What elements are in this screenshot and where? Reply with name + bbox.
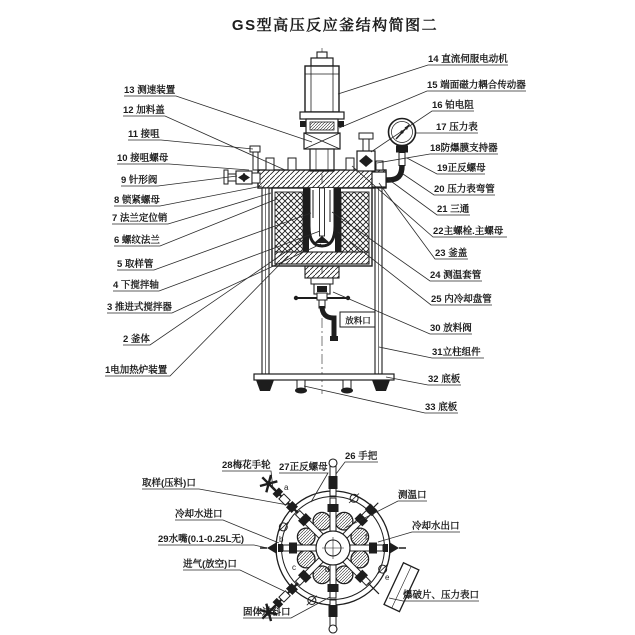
- label-31-column-assembly: 31立柱组件: [432, 347, 481, 358]
- label-26-handle: 26 手把: [345, 451, 378, 462]
- label-20-gauge-bend: 20 压力表弯管: [434, 184, 495, 195]
- labels-right: [425, 53, 526, 413]
- label-rupture-gauge-port: 爆破片、压力表口: [403, 590, 480, 601]
- point-letter-c: c: [292, 563, 296, 572]
- leader-line: [117, 164, 249, 170]
- label-33-base-plate: 33 底板: [425, 402, 458, 413]
- label-18-burst-holder: 18防爆膜支持器: [430, 143, 498, 154]
- page-title: GS型高压反应釜结构简图二: [231, 17, 439, 34]
- label-3-propeller: 3 推进式搅拌器: [107, 302, 172, 313]
- magnetic-coupling: [300, 119, 344, 171]
- leader-line: [377, 154, 498, 163]
- label-4-stirring-shaft: 4 下搅拌轴: [113, 280, 159, 291]
- label-5-sampling-tube: 5 取样管: [117, 259, 154, 270]
- needle-valve: [224, 146, 260, 184]
- leader-line: [105, 256, 288, 376]
- point-letter-e: e: [385, 573, 390, 582]
- point-letter-f: f: [365, 533, 368, 542]
- pressure-gauge-assembly: [372, 119, 416, 188]
- main-section-view: [224, 48, 416, 394]
- label-13-speed-device: 13 测速装置: [124, 85, 176, 96]
- rupture-disc-plate: [384, 563, 419, 612]
- label-15-magnetic-drive: 15 端面磁力耦合传动器: [427, 80, 526, 91]
- label-cooling-outlet: 冷却水出口: [412, 521, 460, 532]
- label-12-feed-cover: 12 加料盖: [123, 105, 165, 116]
- label-22-main-bolt-nut: 22主螺栓.主螺母: [433, 226, 504, 237]
- label-6-threaded-flange: 6 螺纹法兰: [114, 235, 160, 246]
- leader-line: [158, 545, 267, 548]
- point-letter-b: b: [279, 535, 284, 544]
- label-cooling-inlet: 冷却水进口: [175, 509, 223, 520]
- label-8-lock-nut: 8 锁紧螺母: [114, 195, 160, 206]
- point-letter-d: d: [325, 565, 330, 574]
- label-sampling-port: 取样(压料)口: [142, 478, 196, 489]
- servo-motor: [300, 52, 344, 119]
- leader-line: [128, 140, 253, 149]
- label-30-discharge-valve: 30 放料阀: [430, 323, 472, 334]
- discharge-valve: [294, 266, 350, 341]
- leader-line: [378, 532, 460, 542]
- point-letter-a: a: [284, 483, 289, 492]
- label-29-water-nozzle: 29水嘴(0.1-0.25L无): [158, 534, 245, 545]
- lid-right-valve: [357, 133, 375, 171]
- label-gas-vent-port: 进气(放空)口: [183, 559, 237, 570]
- label-2-vessel-body: 2 釜体: [123, 334, 150, 345]
- label-28-handwheel: 28梅花手轮: [222, 460, 271, 471]
- label-16-pt-resistance: 16 铂电阻: [432, 100, 474, 111]
- label-23-lid: 23 釜盖: [435, 248, 468, 259]
- label-21-tee: 21 三通: [437, 204, 470, 215]
- leader-line: [183, 570, 284, 591]
- discharge-port-tag: [340, 312, 376, 327]
- leader-line: [336, 462, 378, 474]
- label-11-nozzle: 11 接咀: [128, 129, 160, 140]
- label-solid-feed-port: 固体进料口: [243, 607, 291, 618]
- label-thermo-port: 测温口: [398, 490, 427, 501]
- label-25-cooling-coil: 25 内冷却盘管: [431, 294, 492, 305]
- label-32-base-plate: 32 底板: [428, 374, 461, 385]
- label-9-needle-valve: 9 针形阀: [121, 175, 158, 186]
- label-19-union-nut: 19正反螺母: [437, 163, 486, 174]
- vessel-and-jacket: [272, 188, 372, 266]
- label-24-thermowell: 24 测温套管: [430, 270, 482, 281]
- label-7-flange-pin: 7 法兰定位销: [112, 213, 168, 224]
- discharge-port-label: 放料口: [345, 315, 371, 326]
- label-14-servo-motor: 14 直流伺服电动机: [428, 54, 508, 65]
- labels-left: [105, 84, 176, 376]
- label-1-heating-furnace: 1电加热炉装置: [105, 365, 168, 376]
- label-17-pressure-gauge: 17 压力表: [436, 122, 478, 133]
- label-10-nozzle-nut: 10 接咀螺母: [117, 153, 169, 164]
- label-27-union-nut: 27正反螺母: [279, 462, 328, 473]
